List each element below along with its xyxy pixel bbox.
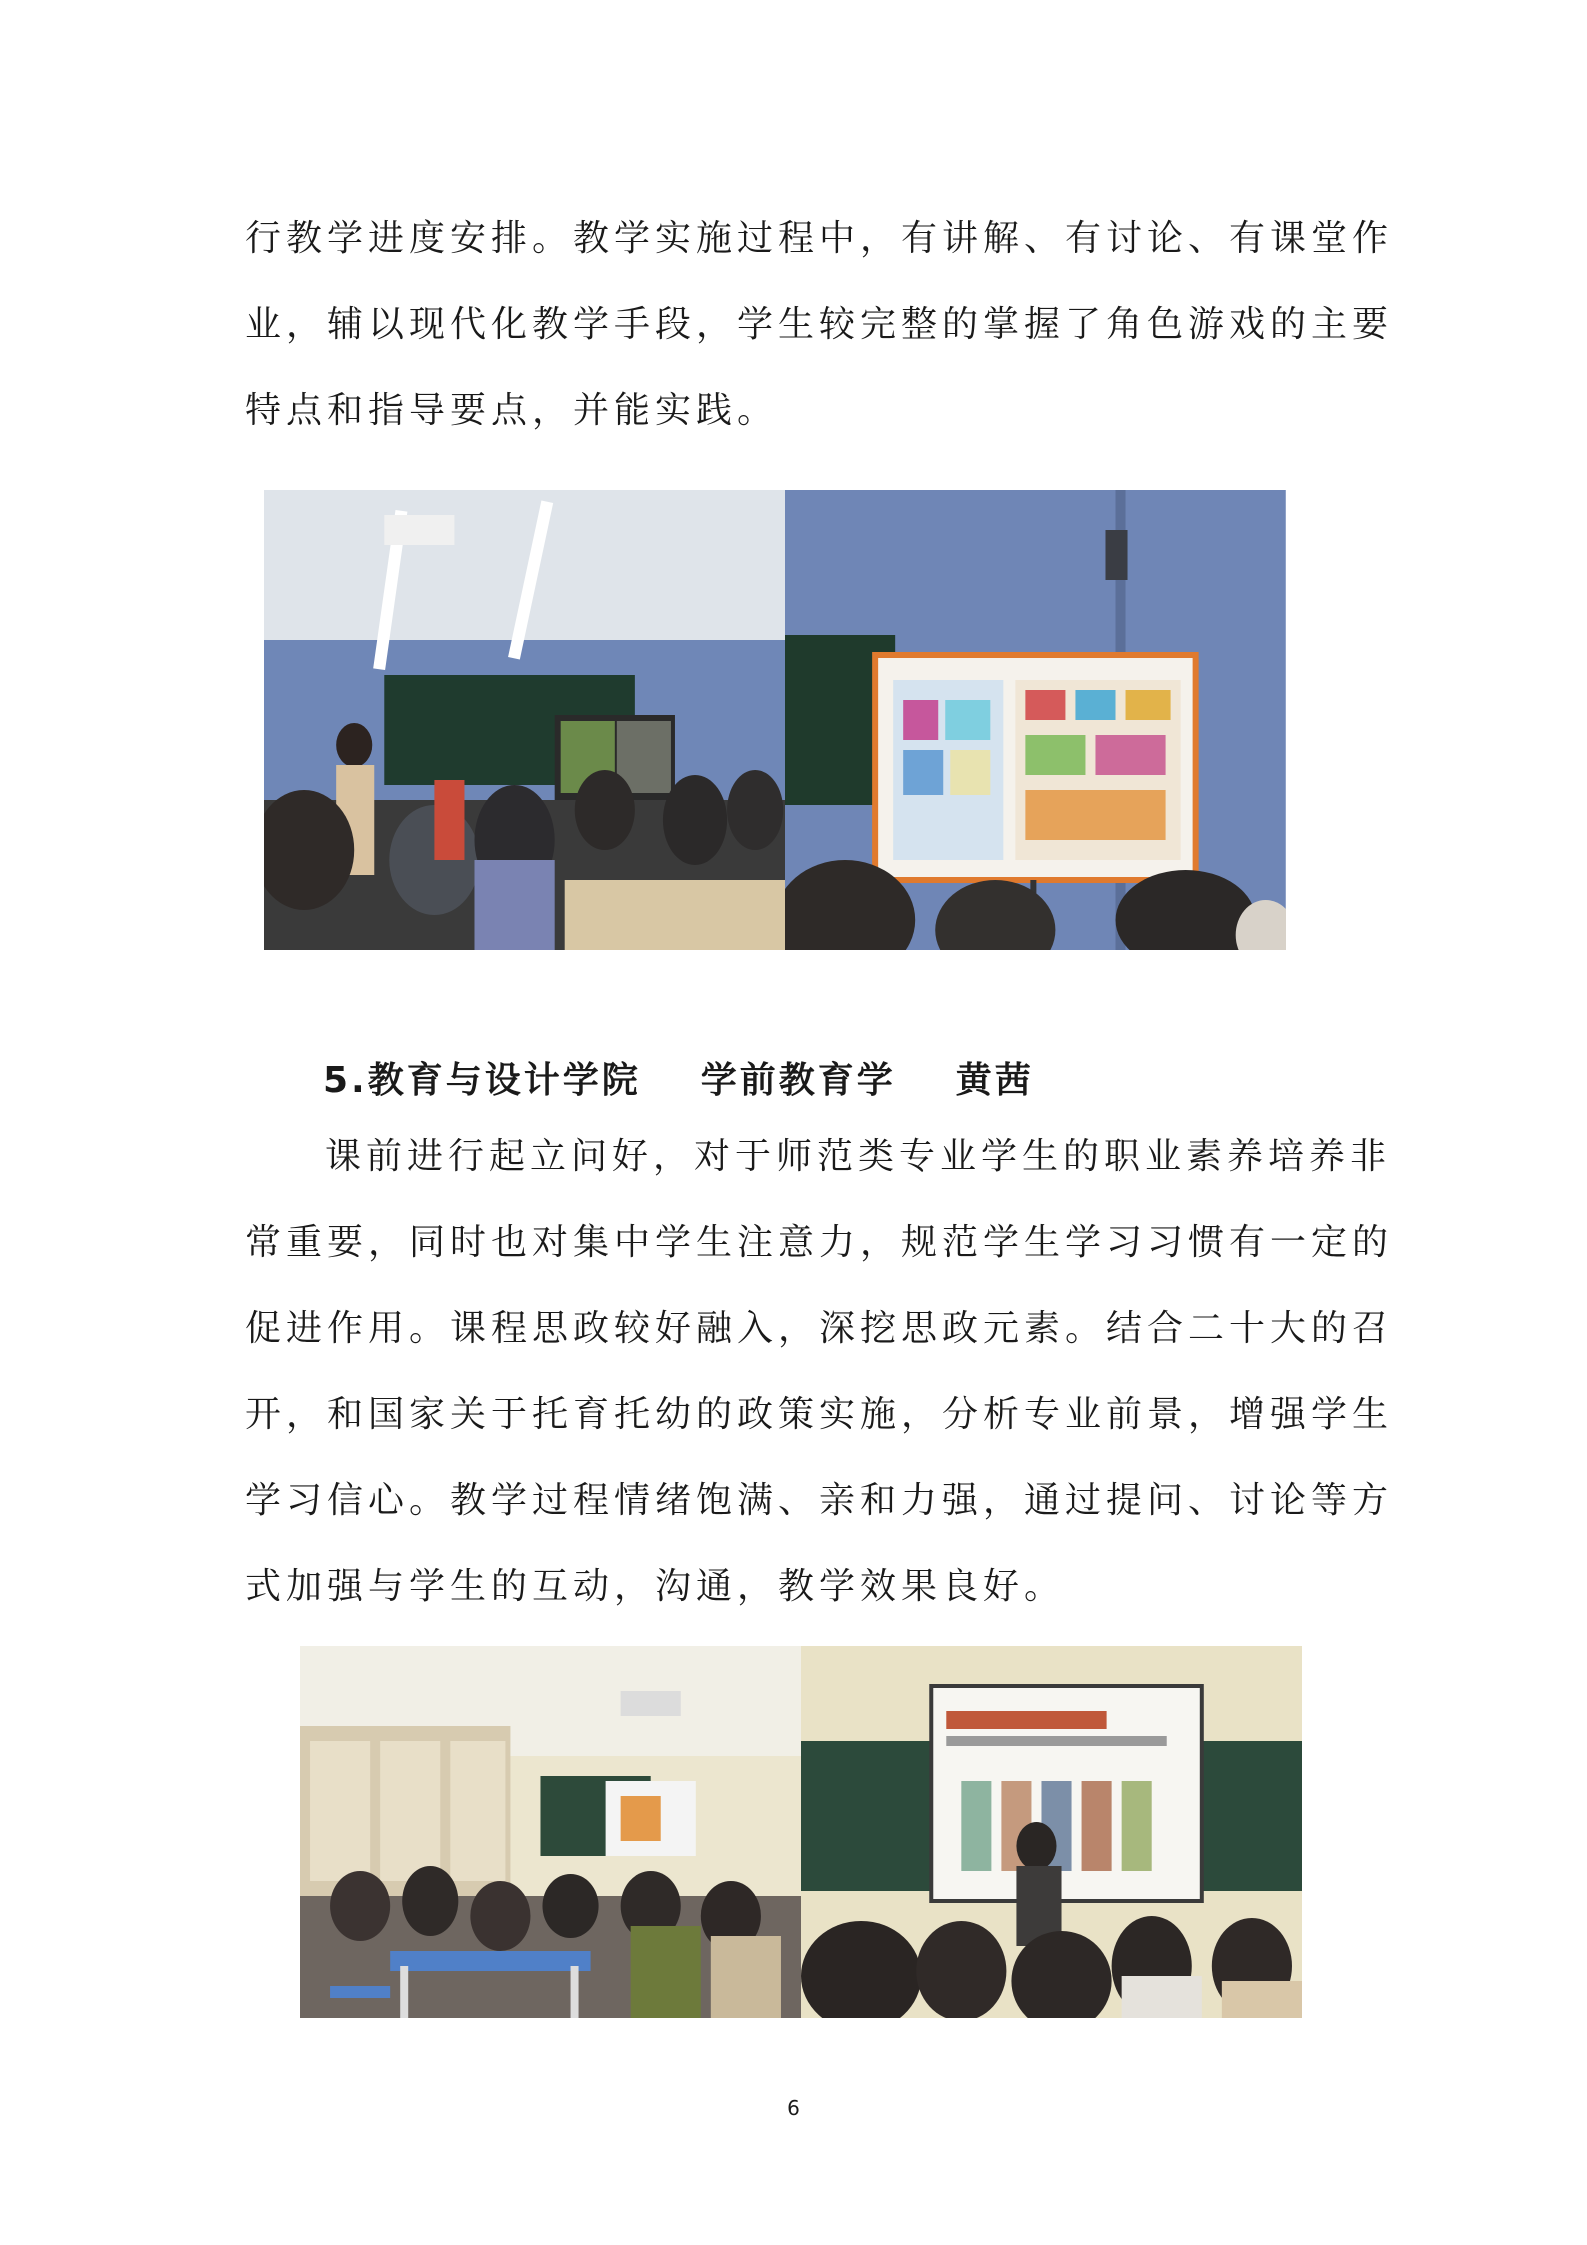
page-number: 6 — [787, 2096, 800, 2120]
section-heading — [323, 1046, 1034, 1116]
section5-paragraph — [245, 1114, 1394, 1630]
classroom-photo-right — [785, 490, 1286, 950]
paragraph-line: 式加强与学生的互动，沟通，教学效果良好。 — [245, 1566, 1066, 1607]
paragraph-line: 行教学进度安排。教学实施过程中，有讲解、有讨论、有课堂作 — [245, 218, 1394, 259]
paragraph-line: 开，和国家关于托育托幼的政策实施，分析专业前景，增强学生 — [245, 1394, 1394, 1435]
paragraph-line: 学习信心。教学过程情绪饱满、亲和力强，通过提问、讨论等方 — [245, 1480, 1394, 1521]
classroom-photo-left — [300, 1646, 801, 2018]
paragraph-line: 促进作用。课程思政较好融入，深挖思政元素。结合二十大的召 — [245, 1308, 1394, 1349]
classroom-photo-left — [264, 490, 785, 950]
intro-paragraph — [245, 196, 1394, 454]
classroom-photo-right — [801, 1646, 1302, 2018]
major-name: 学前教育学 — [700, 1060, 896, 1101]
photo-row-2 — [300, 1646, 1302, 2018]
paragraph-line: 课前进行起立问好，对于师范类专业学生的职业素养培养非 — [325, 1136, 1392, 1177]
paragraph-line: 特点和指导要点，并能实践。 — [245, 390, 779, 431]
section-number: 5. — [323, 1060, 368, 1101]
college-name: 教育与设计学院 — [367, 1060, 641, 1101]
photo-row-1 — [264, 490, 1286, 950]
paragraph-line: 业，辅以现代化教学手段，学生较完整的掌握了角色游戏的主要 — [245, 304, 1394, 345]
teacher-name: 黄茜 — [955, 1060, 1034, 1101]
paragraph-line: 常重要，同时也对集中学生注意力，规范学生学习习惯有一定的 — [245, 1222, 1394, 1263]
